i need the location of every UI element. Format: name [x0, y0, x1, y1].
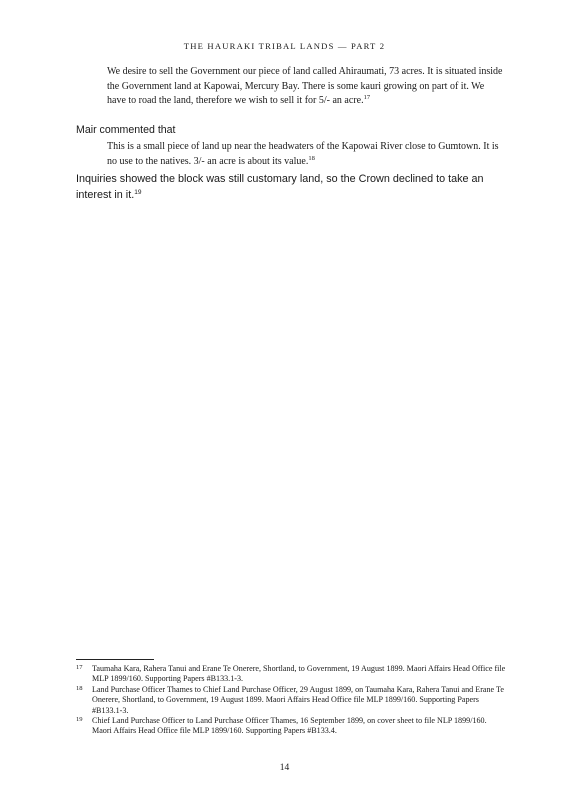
footnote-17 — [76, 664, 506, 685]
footnote-number: 18 — [76, 684, 83, 692]
block-quote-2-text: This is a small piece of land up near the headwaters of the Kapowai River close to Gumtown. It is no use to the natives. 3/- an acre is about its value. — [107, 141, 499, 167]
block-quote-2 — [107, 140, 505, 169]
footnote-text: Chief Land Purchase Officer to Land Purchase Officer Thames, 16 September 1899, on cover sheet to file NLP 1899/160. Maori Affairs Head Office file MLP 1899/160. Supporting Papers #B133.4. — [92, 716, 487, 736]
paragraph-1: Mair commented that — [76, 124, 176, 136]
footnote-ref-18[interactable]: 18 — [308, 154, 315, 162]
footnote-19 — [76, 716, 506, 737]
footnote-number: 17 — [76, 664, 83, 671]
paragraph-2 — [76, 171, 506, 203]
footnote-ref-17[interactable]: 17 — [363, 94, 371, 101]
footnote-text: Taumaha Kara, Rahera Tanui and Erane Te Onerere, Shortland, to Government, 19 August 1899. Maori Affairs Head Office file MLP 1899/160. Supporting Papers #B133.1-3. — [92, 664, 506, 684]
footnotes — [76, 664, 506, 737]
footnote-18 — [76, 685, 506, 716]
block-quote-1 — [107, 65, 505, 109]
footnote-ref-19[interactable]: 19 — [134, 189, 142, 196]
page-number: 14 — [279, 763, 290, 773]
paragraph-2-text: Inquiries showed the block was still customary land, so the Crown declined to take an interest in it. — [76, 173, 484, 201]
running-head: THE HAURAKI TRIBAL LANDS — PART 2 — [183, 41, 386, 51]
footnote-text: Land Purchase Officer Thames to Chief Land Purchase Officer, 29 August 1899, on Taumaha Kara, Rahera Tanui and Erane Te Onerere, Shortland, to Government, 19 August 1899. Maori Affairs Head Office file MLP 1899/160. Supporting Papers #B133.1-3. — [92, 684, 504, 715]
footnote-number: 19 — [76, 716, 83, 724]
footnote-divider — [76, 659, 154, 660]
block-quote-1-text: We desire to sell the Government our piece of land called Ahiraumati, 73 acres. It is situated inside the Government land at Kapowai, Mercury Bay. There is some kauri growing on part of it. We have to road the land, therefore we wish to sell it for 5/- an acre. — [107, 66, 503, 106]
